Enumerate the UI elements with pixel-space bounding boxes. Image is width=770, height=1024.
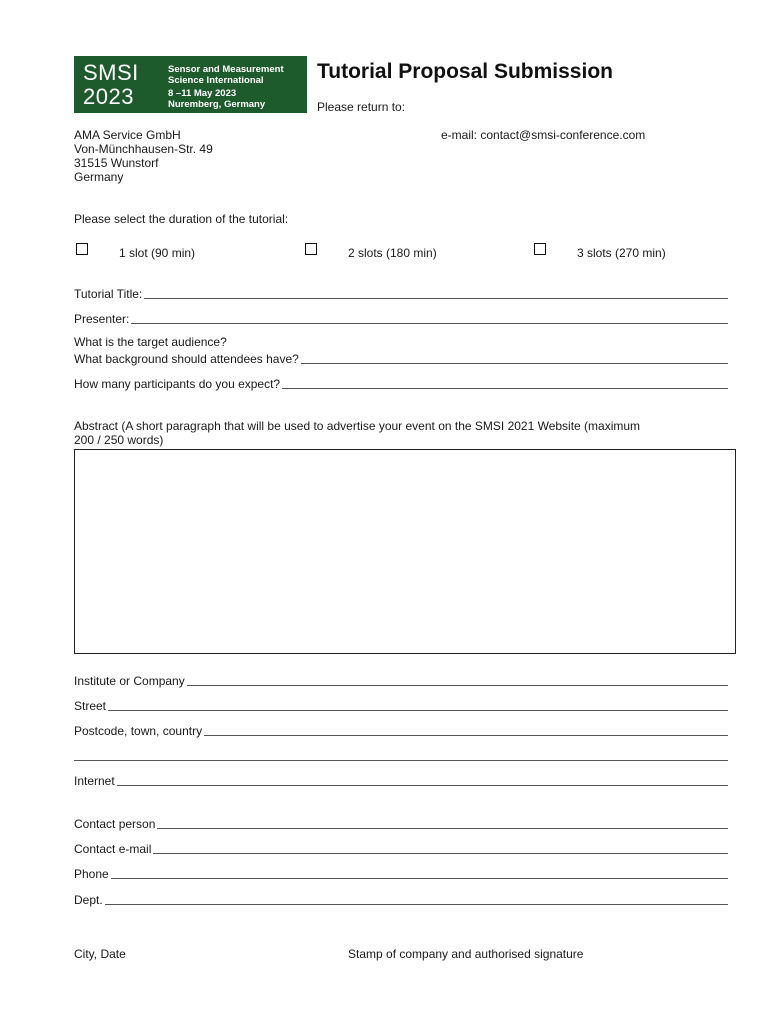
participants-label: How many participants do you expect? <box>74 377 281 391</box>
address-line1: AMA Service GmbH <box>74 128 181 142</box>
participants-field[interactable] <box>74 375 728 391</box>
contact-person-field[interactable] <box>74 815 728 831</box>
abstract-label-2: 200 / 250 words) <box>74 433 164 447</box>
phone-label: Phone <box>74 867 109 881</box>
duration-2-checkbox[interactable] <box>305 243 317 255</box>
contact-person-line[interactable] <box>157 827 728 829</box>
logo-year-text: 2023 <box>83 84 134 109</box>
street-label: Street <box>74 699 107 713</box>
contact-person-label: Contact person <box>74 817 156 831</box>
city-date-label: City, Date <box>74 947 126 961</box>
duration-1-checkbox[interactable] <box>76 243 88 255</box>
dept-label: Dept. <box>74 893 103 907</box>
presenter-field[interactable] <box>74 310 728 326</box>
duration-3-checkbox[interactable] <box>534 243 546 255</box>
postcode-field[interactable] <box>74 722 728 738</box>
institute-label: Institute or Company <box>74 674 185 688</box>
stamp-signature-label: Stamp of company and authorised signature <box>348 947 584 961</box>
audience-field[interactable] <box>74 350 728 366</box>
duration-1-label: 1 slot (90 min) <box>119 246 196 260</box>
logo-line1: Sensor and Measurement <box>168 64 284 75</box>
internet-label: Internet <box>74 774 115 788</box>
smsi-logo <box>74 56 307 113</box>
street-line[interactable] <box>108 709 728 711</box>
contact-email-field[interactable] <box>74 840 728 856</box>
street-field[interactable] <box>74 697 728 713</box>
address-line4: Germany <box>74 170 124 184</box>
presenter-line[interactable] <box>131 322 728 324</box>
address-line3: 31515 Wunstorf <box>74 156 159 170</box>
contact-email-line[interactable] <box>153 852 728 854</box>
duration-2-label: 2 slots (180 min) <box>348 246 437 260</box>
audience-line[interactable] <box>301 362 728 364</box>
phone-field[interactable] <box>74 865 728 881</box>
page-title: Tutorial Proposal Submission <box>317 60 613 83</box>
duration-3-label: 3 slots (270 min) <box>577 246 666 260</box>
return-label: Please return to: <box>317 100 406 114</box>
audience-question-1: What is the target audience? <box>74 335 227 349</box>
participants-line[interactable] <box>282 387 728 389</box>
tutorial-title-field[interactable] <box>74 285 728 301</box>
logo-dates: 8 –11 May 2023 <box>168 88 237 99</box>
logo-location: Nuremberg, Germany <box>168 99 266 110</box>
postcode-extra-line[interactable] <box>74 759 728 761</box>
institute-line[interactable] <box>187 684 728 686</box>
dept-field[interactable] <box>74 891 728 907</box>
postcode-extra-field[interactable] <box>74 747 728 763</box>
internet-field[interactable] <box>74 772 728 788</box>
address-line2: Von-Münchhausen-Str. 49 <box>74 142 213 156</box>
postcode-label: Postcode, town, country <box>74 724 203 738</box>
internet-line[interactable] <box>117 784 728 786</box>
contact-email-text: e-mail: contact@smsi-conference.com <box>441 128 646 142</box>
audience-question-2: What background should attendees have? <box>74 352 299 366</box>
tutorial-title-line[interactable] <box>144 297 728 299</box>
presenter-label: Presenter: <box>74 312 130 326</box>
phone-line[interactable] <box>111 877 728 879</box>
tutorial-title-label: Tutorial Title: <box>74 287 143 301</box>
dept-line[interactable] <box>105 903 728 905</box>
postcode-line[interactable] <box>204 734 728 736</box>
duration-prompt: Please select the duration of the tutorial: <box>74 212 289 226</box>
logo-line2: Science International <box>168 75 264 86</box>
contact-email-label: Contact e-mail <box>74 842 152 856</box>
logo-smsi-text: SMSI <box>83 60 139 85</box>
abstract-textbox[interactable] <box>74 449 736 654</box>
abstract-label-1: Abstract (A short paragraph that will be used to advertise your event on the SMSI 2021 Website (maximum <box>74 419 641 433</box>
institute-field[interactable] <box>74 672 728 688</box>
